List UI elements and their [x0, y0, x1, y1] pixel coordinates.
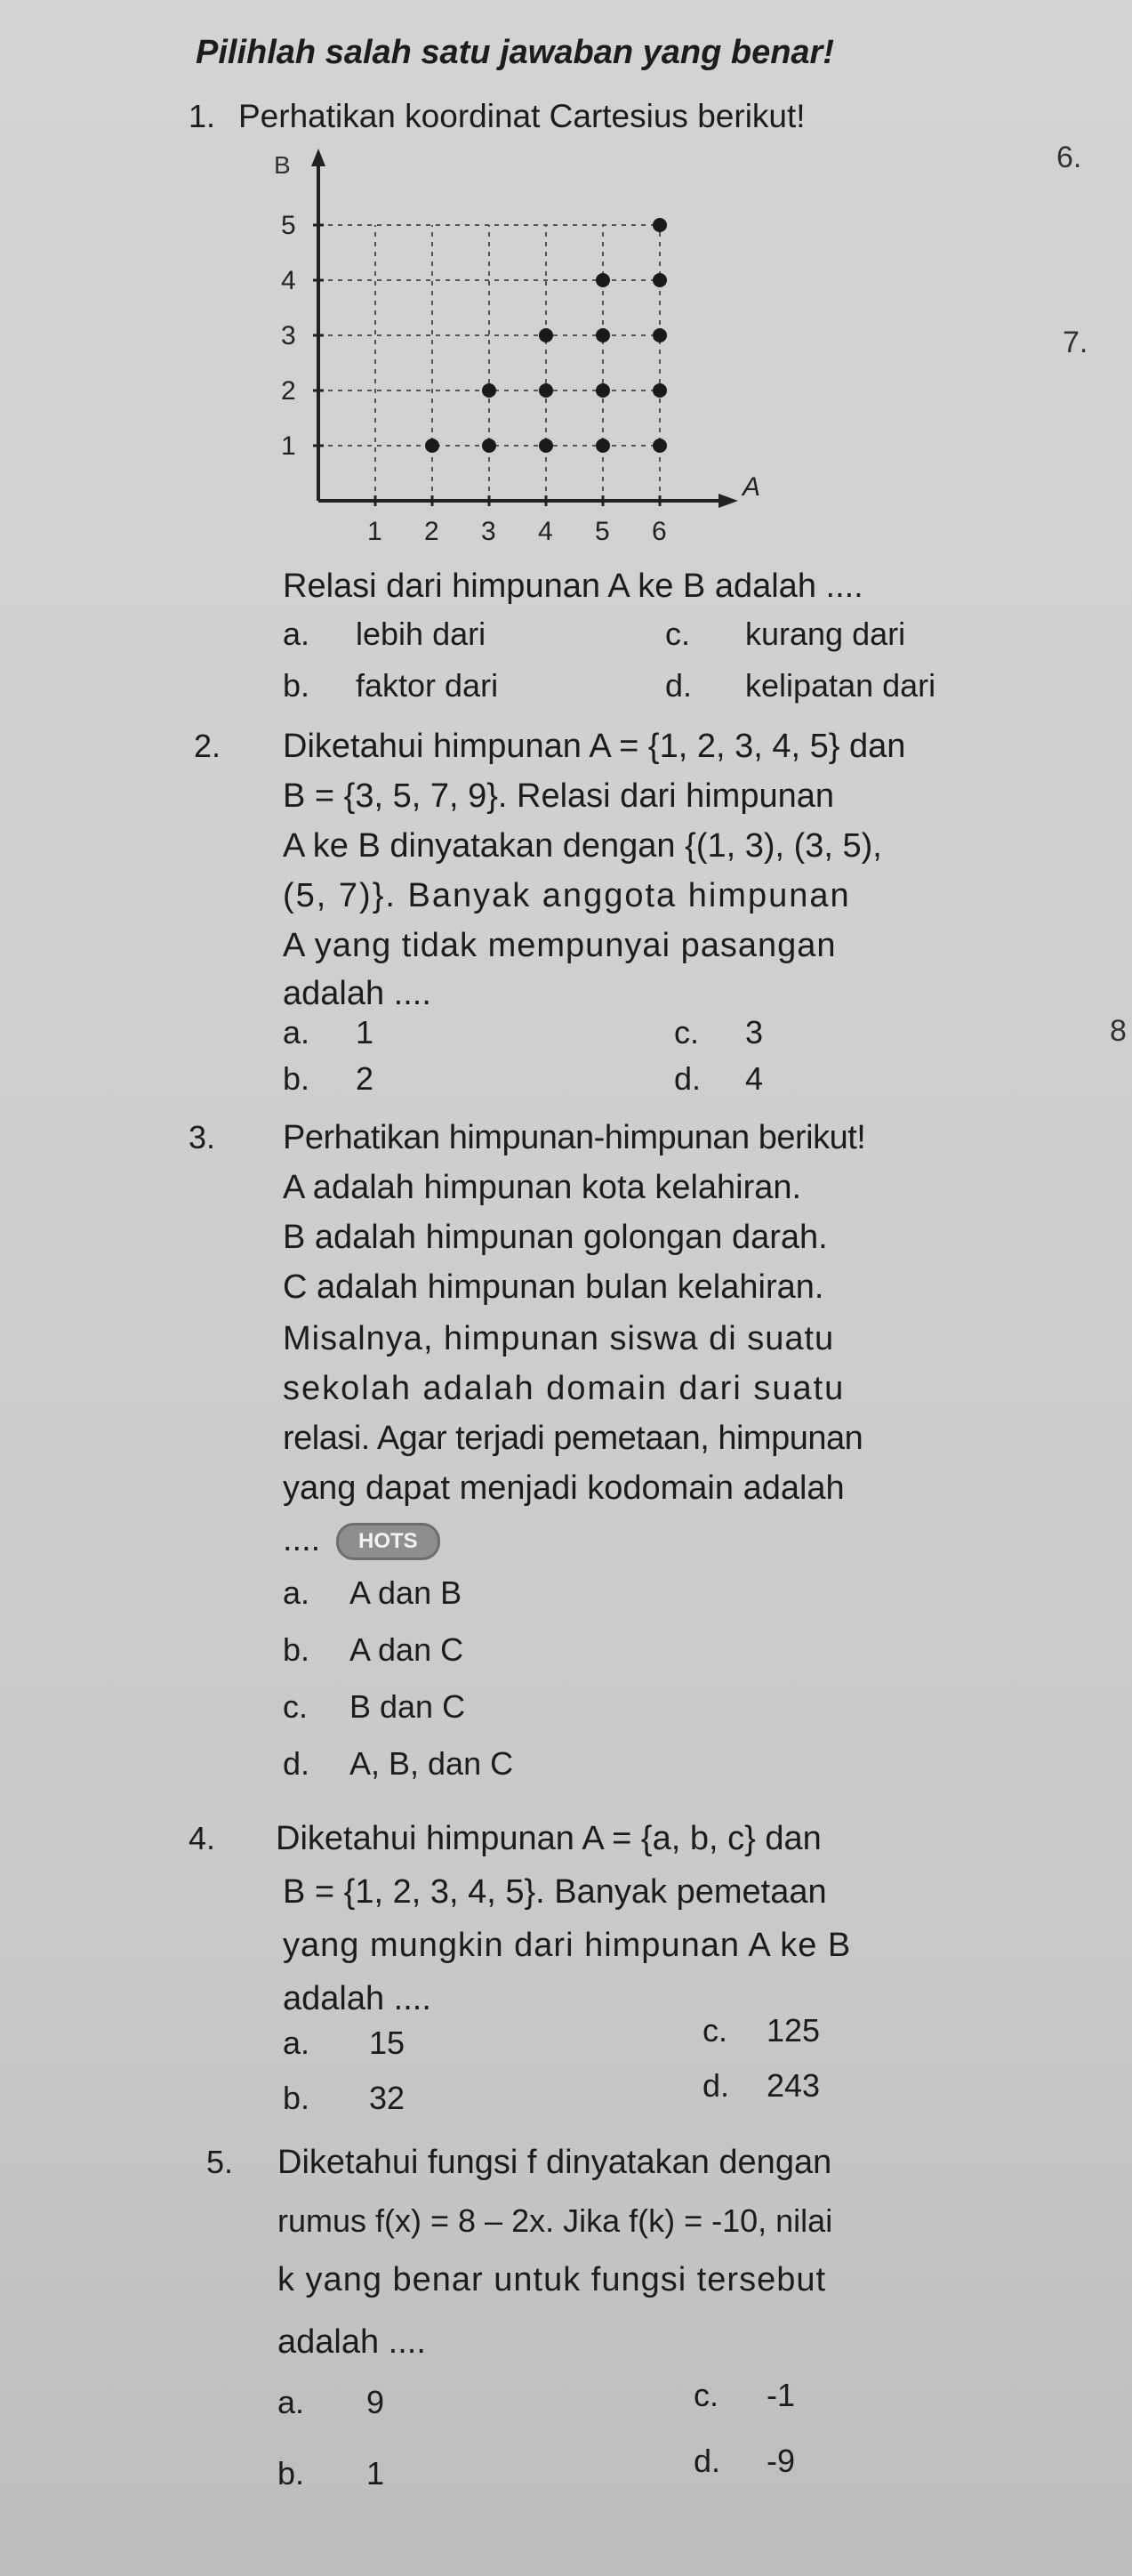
data-point [653, 218, 667, 232]
q5-option-c-letter[interactable]: c. [694, 2377, 719, 2413]
q2-option-b-text[interactable]: 2 [356, 1060, 374, 1097]
data-point [539, 439, 553, 453]
question-4-line-3: yang mungkin dari himpunan A ke B [283, 1927, 852, 1964]
x-tick-label: 4 [538, 517, 553, 546]
q3-option-d-text[interactable]: A, B, dan C [349, 1745, 514, 1782]
data-point [596, 439, 610, 453]
q4-option-a-letter[interactable]: a. [283, 2025, 310, 2061]
q3-option-b-letter[interactable]: b. [283, 1631, 310, 1668]
question-3-line-3: B adalah himpunan golongan darah. [283, 1219, 828, 1256]
question-3-line-7: relasi. Agar terjadi pemetaan, himpunan [283, 1420, 863, 1457]
data-point [653, 439, 667, 453]
question-4-line-1: Diketahui himpunan A = {a, b, c} dan [276, 1820, 822, 1857]
question-3-line-5: Misalnya, himpunan siswa di suatu [283, 1320, 835, 1357]
q2-option-d-letter[interactable]: d. [674, 1060, 702, 1097]
y-axis-arrow [311, 149, 325, 166]
q2-option-b-letter[interactable]: b. [283, 1060, 310, 1097]
q2-option-d-text[interactable]: 4 [745, 1060, 764, 1097]
q4-option-c-text[interactable]: 125 [767, 2012, 821, 2049]
question-3-line-6: sekolah adalah domain dari suatu [283, 1370, 846, 1407]
data-point [482, 383, 496, 398]
x-tick-label: 3 [481, 517, 496, 546]
data-point [596, 383, 610, 398]
y-tick-label: 4 [281, 266, 296, 295]
q3-option-d-letter[interactable]: d. [283, 1745, 310, 1782]
q1-option-d-letter[interactable]: d. [665, 667, 693, 704]
question-2-number: 2. [194, 728, 221, 764]
q1-option-b-letter[interactable]: b. [283, 667, 310, 704]
q1-option-d-text[interactable]: kelipatan dari [745, 667, 936, 704]
hots-badge-label: HOTS [336, 1523, 440, 1560]
question-5-line-1: Diketahui fungsi f dinyatakan dengan [277, 2144, 832, 2181]
question-1-number: 1. [189, 98, 216, 134]
question-2-line-2: B = {3, 5, 7, 9}. Relasi dari himpunan [283, 777, 835, 815]
x-axis-arrow [719, 494, 738, 508]
y-axis-label: B [274, 151, 291, 179]
question-2-line-6: adalah .... [283, 975, 431, 1012]
q1-option-b-text[interactable]: faktor dari [356, 667, 499, 704]
x-tick-label: 1 [367, 517, 382, 546]
q5-option-d-text[interactable]: -9 [767, 2443, 796, 2479]
x-tick-label: 6 [652, 517, 667, 546]
q3-option-a-text[interactable]: A dan B [349, 1574, 462, 1611]
q4-option-b-letter[interactable]: b. [283, 2080, 310, 2116]
instruction-heading: Pilihlah salah satu jawaban yang benar! [196, 34, 834, 71]
data-point [539, 328, 553, 342]
q3-option-a-letter[interactable]: a. [283, 1574, 310, 1611]
question-4-number: 4. [189, 1820, 216, 1856]
chart-grid [318, 225, 660, 501]
q4-option-d-letter[interactable]: d. [702, 2067, 730, 2104]
data-point [539, 383, 553, 398]
q5-option-b-text[interactable]: 1 [366, 2455, 385, 2491]
y-tick-label: 1 [281, 431, 296, 461]
data-point [653, 273, 667, 287]
question-1-line-2: Relasi dari himpunan A ke B adalah .... [283, 568, 863, 605]
question-3-line-4: C adalah himpunan bulan kelahiran. [283, 1268, 824, 1306]
x-tick-label: 5 [595, 517, 610, 546]
q2-option-a-text[interactable]: 1 [356, 1014, 374, 1051]
data-point [482, 439, 496, 453]
data-point [425, 439, 439, 453]
question-5-number: 5. [206, 2144, 234, 2180]
data-point [653, 328, 667, 342]
data-point [653, 383, 667, 398]
margin-number-8: 8 [1110, 1014, 1127, 1048]
question-2-line-3: A ke B dinyatakan dengan {(1, 3), (3, 5), [283, 827, 882, 865]
q4-option-a-text[interactable]: 15 [369, 2025, 405, 2061]
q4-option-c-letter[interactable]: c. [702, 2012, 728, 2049]
q5-option-d-letter[interactable]: d. [694, 2443, 721, 2479]
question-2-line-5: A yang tidak mempunyai pasangan [283, 927, 837, 964]
data-point [596, 273, 610, 287]
q5-option-a-letter[interactable]: a. [277, 2384, 305, 2420]
y-tick-label: 5 [281, 211, 296, 240]
x-axis-label: A [743, 472, 761, 502]
q2-option-c-letter[interactable]: c. [674, 1014, 700, 1051]
q5-option-c-text[interactable]: -1 [767, 2377, 796, 2413]
q2-option-c-text[interactable]: 3 [745, 1014, 764, 1051]
question-3-line-2: A adalah himpunan kota kelahiran. [283, 1169, 802, 1206]
q5-option-b-letter[interactable]: b. [277, 2455, 305, 2491]
question-2-line-1: Diketahui himpunan A = {1, 2, 3, 4, 5} dan [283, 728, 906, 765]
question-4-line-2: B = {1, 2, 3, 4, 5}. Banyak pemetaan [283, 1873, 827, 1911]
data-point [596, 328, 610, 342]
hots-badge [336, 1523, 440, 1560]
q4-option-d-text[interactable]: 243 [767, 2067, 821, 2104]
chart-axes [311, 149, 738, 508]
q1-option-a-text[interactable]: lebih dari [356, 616, 486, 652]
q3-option-c-letter[interactable]: c. [283, 1688, 309, 1725]
question-5-line-4: adalah .... [277, 2323, 426, 2361]
question-1-line-1: Perhatikan koordinat Cartesius berikut! [238, 98, 806, 134]
question-3-line-9: .... [283, 1521, 321, 1558]
y-tick-label: 3 [281, 321, 296, 350]
question-4-line-4: adalah .... [283, 1980, 431, 2017]
q1-option-a-letter[interactable]: a. [283, 616, 310, 652]
chart-ticks [274, 151, 760, 546]
q3-option-b-text[interactable]: A dan C [349, 1631, 464, 1668]
y-tick-label: 2 [281, 376, 296, 406]
question-2-line-4: (5, 7)}. Banyak anggota himpunan [283, 877, 851, 914]
question-5-line-2: rumus f(x) = 8 – 2x. Jika f(k) = -10, nilai [277, 2202, 833, 2239]
question-3-number: 3. [189, 1119, 216, 1155]
cartesian-chart [258, 147, 761, 565]
question-3-line-1: Perhatikan himpunan-himpunan berikut! [283, 1119, 866, 1156]
question-5-line-3: k yang benar untuk fungsi tersebut [277, 2261, 827, 2298]
q4-option-b-text[interactable]: 32 [369, 2080, 405, 2116]
q1-option-c-letter[interactable]: c. [665, 616, 691, 652]
margin-number-7: 7. [1063, 326, 1088, 359]
q1-option-c-text[interactable]: kurang dari [745, 616, 906, 652]
x-tick-label: 2 [424, 517, 439, 546]
question-3-line-8: yang dapat menjadi kodomain adalah [283, 1469, 845, 1507]
q2-option-a-letter[interactable]: a. [283, 1014, 310, 1051]
q5-option-a-text[interactable]: 9 [366, 2384, 385, 2420]
margin-number-6: 6. [1056, 141, 1082, 174]
q3-option-c-text[interactable]: B dan C [349, 1688, 466, 1725]
